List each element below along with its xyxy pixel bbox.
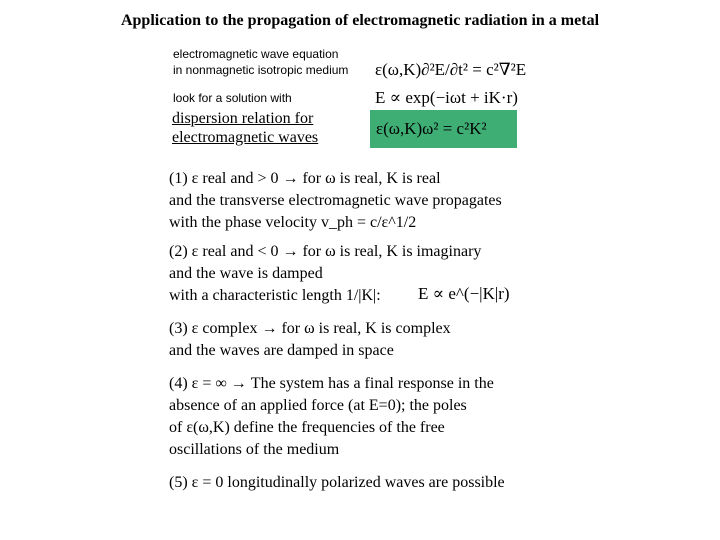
- case-3: [169, 318, 569, 362]
- solution-equation: E ∝ exp(−iωt + iK·r): [375, 88, 518, 107]
- page-title: Application to the propagation of electromagnetic radiation in a metal: [120, 12, 600, 29]
- case-1-line-3: with the phase velocity v_ph = c/ε^1/2: [169, 214, 417, 231]
- case-4-line-3: of ε(ω,K) define the frequencies of the free: [169, 419, 445, 436]
- wave-equation: ε(ω,K)∂²E/∂t² = c²∇²E: [375, 60, 527, 79]
- case-4-line-1: (4) ε = ∞ → The system has a final response in the: [169, 375, 494, 392]
- dispersion-label: [172, 109, 318, 147]
- case-2-line-3: with a characteristic length 1/|K|:: [169, 287, 381, 304]
- case-5: [169, 472, 569, 494]
- case-4: [169, 373, 569, 461]
- case-1-line-1: (1) ε real and > 0 → for ω is real, K is real: [169, 170, 441, 187]
- case-5-line-1: (5) ε = 0 longitudinally polarized waves are possible: [169, 474, 505, 491]
- wave-equation-label-line-1: electromagnetic wave equation: [173, 47, 339, 61]
- dispersion-equation: ε(ω,K)ω² = c²K²: [376, 119, 487, 138]
- case-4-line-2: absence of an applied force (at E=0); the poles: [169, 397, 467, 414]
- case-4-line-4: oscillations of the medium: [169, 441, 340, 458]
- dispersion-label-line-2: electromagnetic waves: [172, 129, 319, 146]
- case-1-line-2: and the transverse electromagnetic wave propagates: [169, 192, 502, 209]
- wave-equation-label-line-2: in nonmagnetic isotropic medium: [173, 63, 349, 77]
- wave-equation-label: [173, 46, 348, 78]
- case-2-line-1: (2) ε real and < 0 → for ω is real, K is imaginary: [169, 243, 482, 260]
- dispersion-label-line-1: dispersion relation for: [172, 110, 314, 127]
- case-2-line-2: and the wave is damped: [169, 265, 323, 282]
- solution-label: look for a solution with: [173, 91, 292, 105]
- case-3-line-2: and the waves are damped in space: [169, 342, 394, 359]
- damped-equation: E ∝ e^(−|K|r): [418, 284, 510, 303]
- case-3-line-1: (3) ε complex → for ω is real, K is complex: [169, 320, 451, 337]
- dispersion-box: [370, 110, 517, 148]
- case-1: [169, 168, 569, 234]
